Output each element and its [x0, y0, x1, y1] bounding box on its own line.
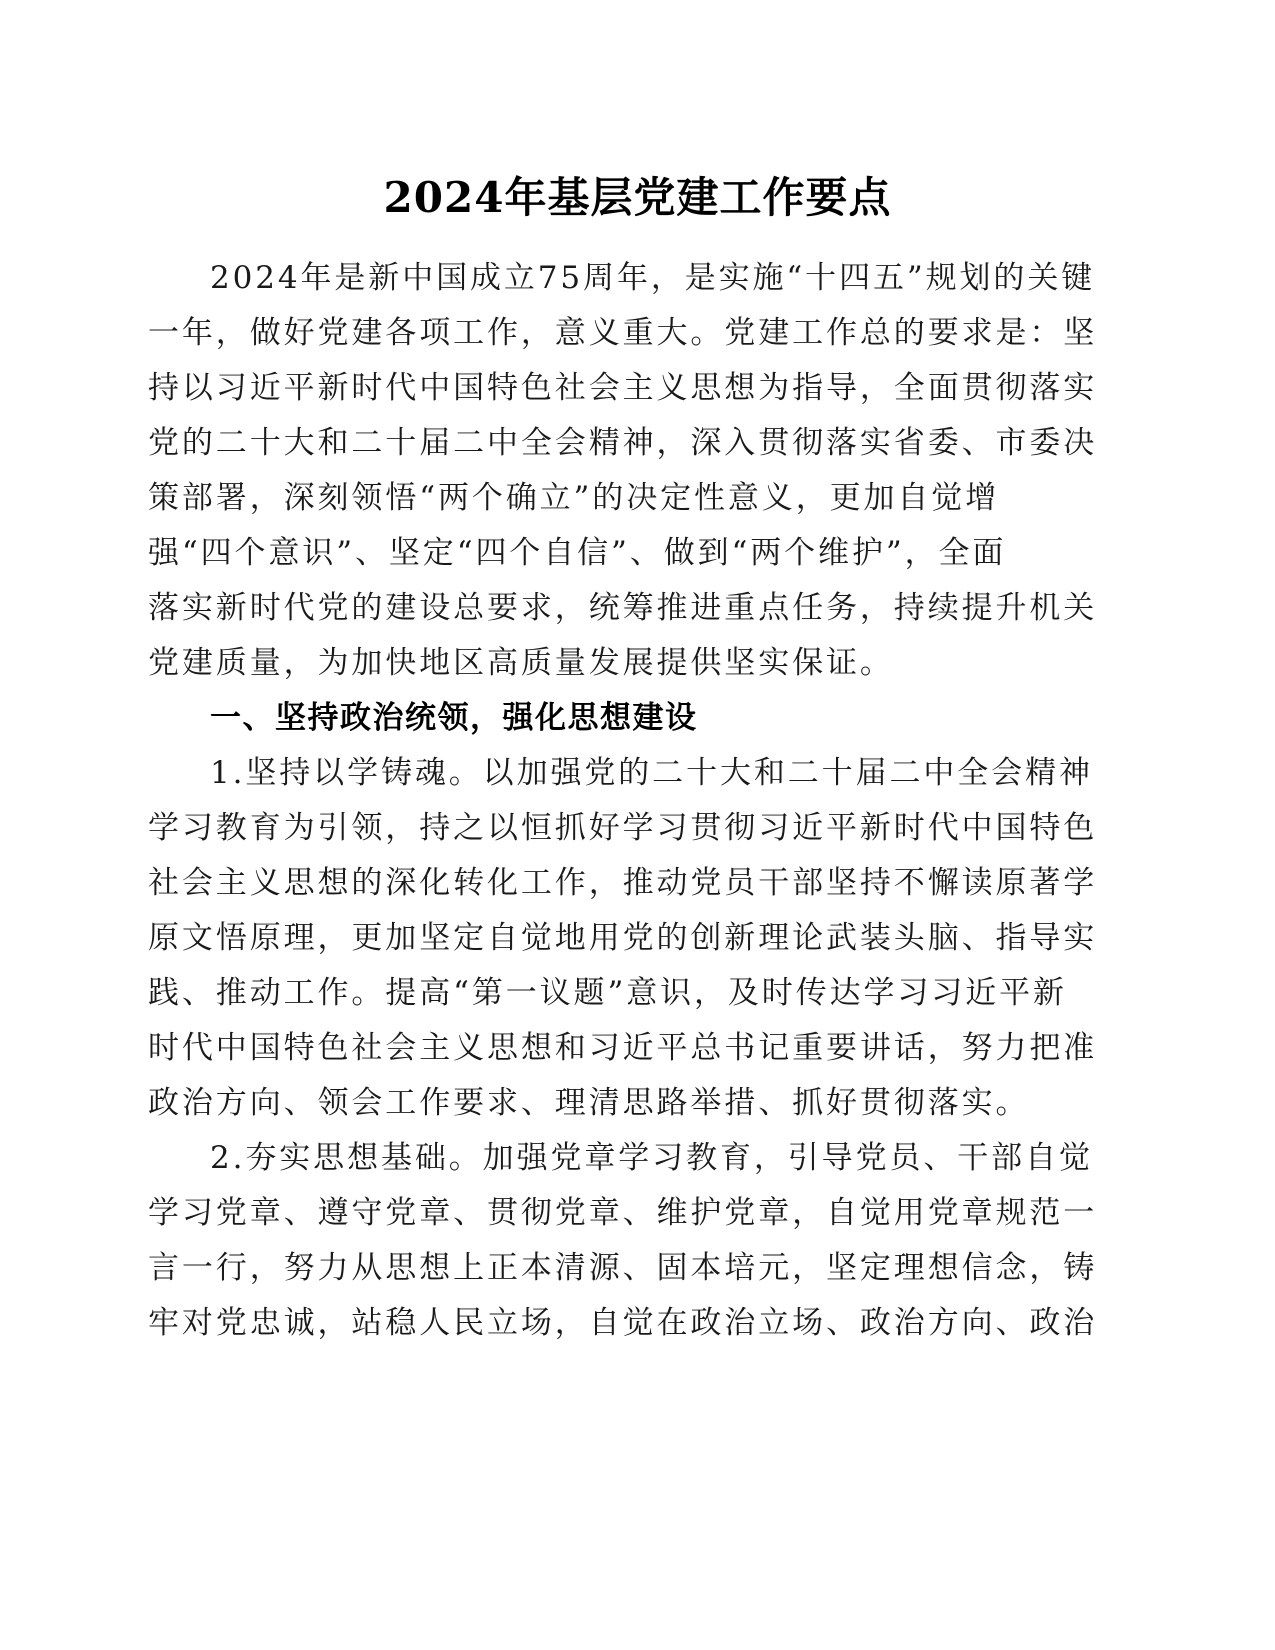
- item1-line: 时代中国特色社会主义思想和习近平总书记重要讲话，努力把准: [148, 1030, 1098, 1066]
- item2-line: 学习党章、遵守党章、贯彻党章、维护党章，自觉用党章规范一: [148, 1195, 1098, 1231]
- intro-line: 党的二十大和二十届二中全会精神，深入贯彻落实省委、市委决: [148, 425, 1098, 461]
- intro-line: 2024年是新中国成立75周年，是实施“十四五”规划的关键: [210, 260, 1096, 296]
- intro-line: 落实新时代党的建设总要求，统筹推进重点任务，持续提升机关: [148, 590, 1098, 626]
- intro-line: 强“四个意识”、坚定“四个自信”、做到“两个维护”，全面: [148, 535, 1007, 571]
- item1-line: 政治方向、领会工作要求、理清思路举措、抓好贯彻落实。: [148, 1085, 1030, 1121]
- intro-line: 一年，做好党建各项工作，意义重大。党建工作总的要求是：坚: [148, 315, 1098, 351]
- item2-line: 2.夯实思想基础。加强党章学习教育，引导党员、干部自觉: [210, 1140, 1093, 1176]
- section-heading: 一、坚持政治统领，强化思想建设: [210, 700, 698, 736]
- item1-line: 社会主义思想的深化转化工作，推动党员干部坚持不懈读原著学: [148, 865, 1098, 901]
- item2-line: 言一行，努力从思想上正本清源、固本培元，坚定理想信念，铸: [148, 1250, 1098, 1286]
- item1-line: 学习教育为引领，持之以恒抓好学习贯彻习近平新时代中国特色: [148, 810, 1098, 846]
- intro-line: 党建质量，为加快地区高质量发展提供坚实保证。: [148, 645, 894, 681]
- intro-line: 持以习近平新时代中国特色社会主义思想为指导，全面贯彻落实: [148, 370, 1098, 406]
- intro-line: 策部署，深刻领悟“两个确立”的决定性意义，更加自觉增: [148, 480, 1000, 516]
- item1-line: 原文悟原理，更加坚定自觉地用党的创新理论武装头脑、指导实: [148, 920, 1098, 956]
- item2-line: 牢对党忠诚，站稳人民立场，自觉在政治立场、政治方向、政治: [148, 1305, 1098, 1341]
- item1-line: 践、推动工作。提高“第一议题”意识，及时传达学习习近平新: [148, 975, 1067, 1011]
- document-title: 2024年基层党建工作要点: [383, 173, 892, 222]
- item1-line: 1.坚持以学铸魂。以加强党的二十大和二十届二中全会精神: [210, 755, 1093, 791]
